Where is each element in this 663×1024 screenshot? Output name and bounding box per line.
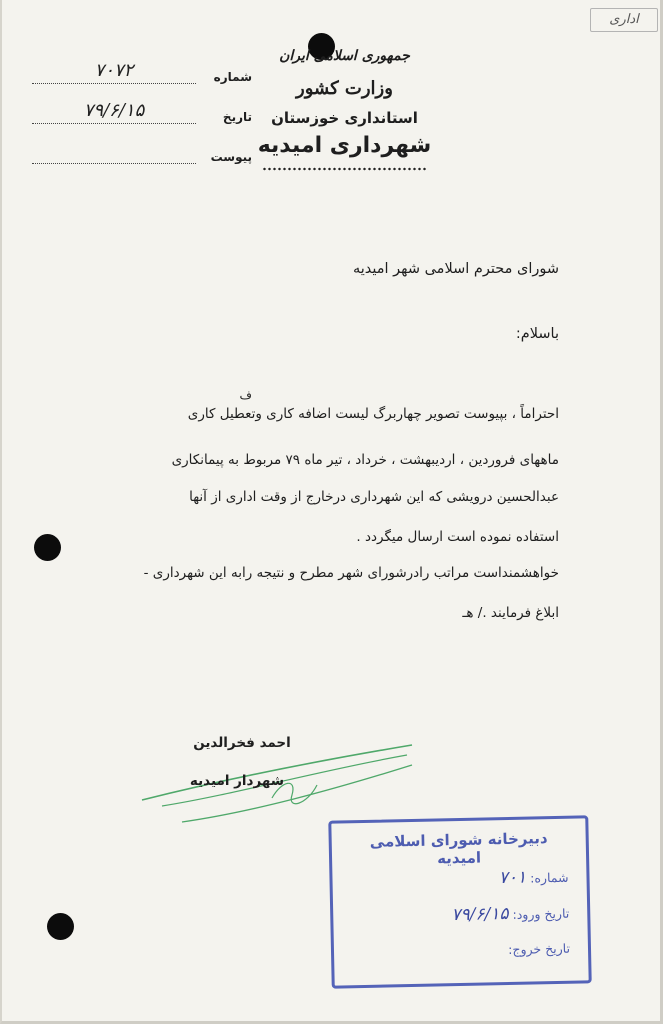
letter-body (42, 0, 612, 640)
stamp-number-label: شماره: (530, 869, 569, 886)
stamp-number-value: ۷۰۱ (498, 867, 527, 889)
stamp-entry-date-row (451, 903, 569, 925)
date-value: ۷۹/۶/۱۵ (32, 99, 196, 124)
signatory-title: شهردار امیدیه (189, 773, 285, 789)
stamp-entry-value: ۷۹/۶/۱۵ (451, 903, 509, 926)
body-line-1: احتراماً ، بپیوست تصویر چهاربرگ لیست اضافه کاری وتعطیل کاری (187, 406, 559, 422)
stamp-title: دبیرخانه شورای اسلامی امیدیه (369, 829, 548, 868)
signatory-name: احمد فخرالدین (193, 735, 291, 751)
body-line-5: خواهشمنداست مراتب رادرشورای شهر مطرح و نتیجه رابه این شهرداری - (143, 565, 559, 581)
body-line-3: عبدالحسین درویشی که این شهرداری درخارج از وقت اداری از آنها (189, 489, 559, 505)
date-label: تاریخ (222, 110, 252, 124)
letterhead-province: استانداری خوزستان (271, 109, 418, 127)
body-line-6: ابلاغ فرمایند ./ هـ (462, 605, 559, 621)
recipient-line: شورای محترم اسلامی شهر امیدیه (352, 261, 559, 277)
number-label: شماره (213, 70, 252, 84)
body-line-2: ماههای فروردین ، اردیبهشت ، خرداد ، تیر ماه ۷۹ مربوط به پیمانکاری (171, 452, 559, 468)
number-value: ۷۰۷۲ (32, 59, 196, 84)
stamp-exit-date-row (508, 941, 570, 957)
stamp-entry-label: تاریخ ورود: (512, 905, 570, 922)
greeting-line: باسلام: (515, 326, 559, 342)
body-line-4: استفاده نموده است ارسال میگردد . (356, 529, 559, 545)
attachment-label: پیوست (210, 150, 252, 164)
letterhead-republic: جمهوری اسلامی ایران (279, 48, 410, 64)
stamp-exit-label: تاریخ خروج: (508, 940, 571, 957)
council-receipt-stamp (328, 815, 591, 988)
letterhead-ministry: وزارت کشور (296, 78, 393, 99)
stamp-number-row (499, 867, 569, 888)
correction-mark: ف (239, 388, 252, 402)
letterhead-municipality: شهرداری امیدیه (257, 133, 432, 158)
punch-hole-bottom (47, 913, 74, 940)
corner-handwritten-note: اداری (590, 8, 658, 32)
